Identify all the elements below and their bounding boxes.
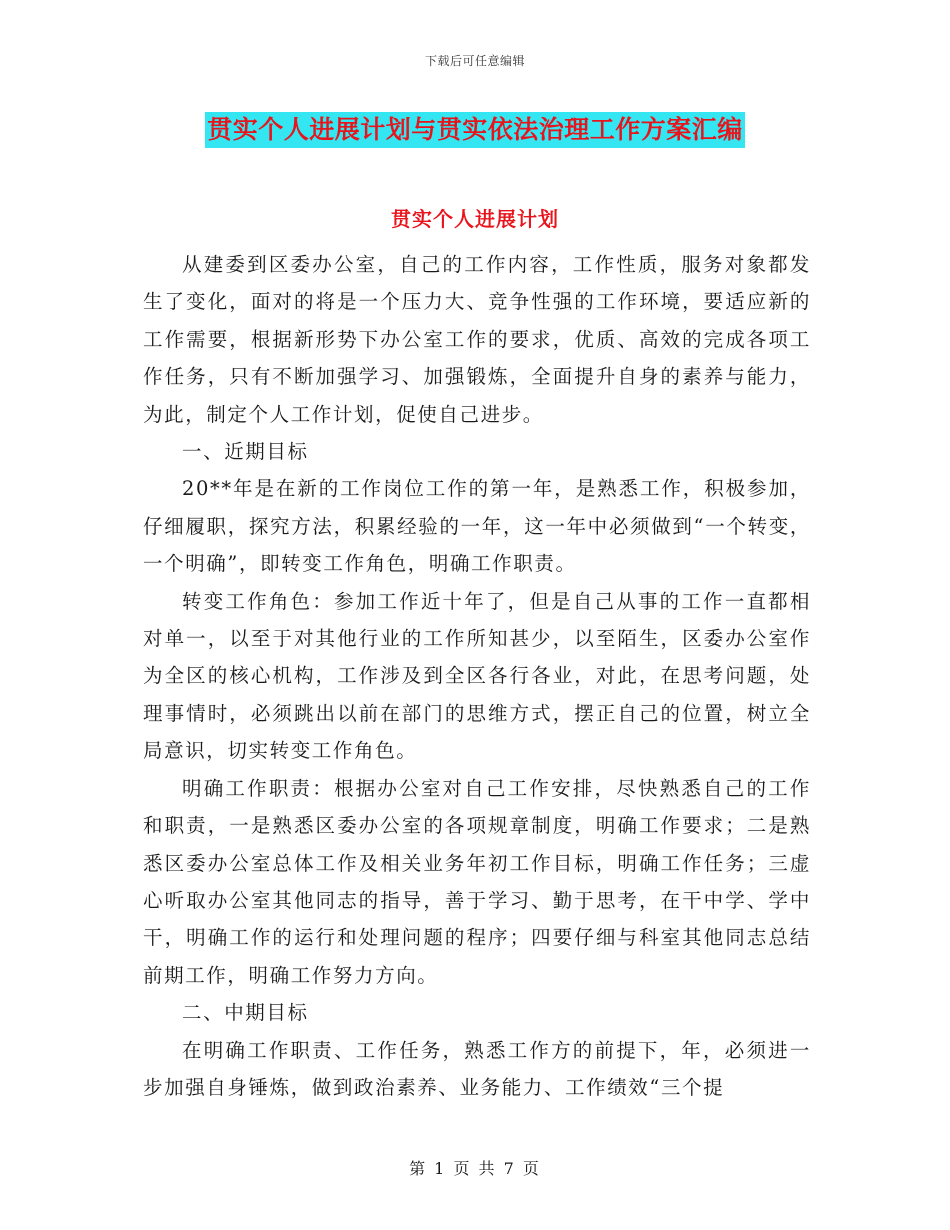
document-title-container	[0, 112, 950, 148]
section-title: 贯实个人进展计划	[391, 207, 559, 231]
paragraph: 明确工作职责：根据办公室对自己工作安排，尽快熟悉自己的工作和职责，一是熟悉区委办公室的各项规章制度，明确工作要求；二是熟悉区委办公室总体工作及相关业务年初工作目标，明确工作任务；三虚心听取办公室其他同志的指导，善于学习、勤于思考，在干中学、学中干，明确工作的运行和处理问题的程序；四要仔细与科室其他同志总结前期工作，明确工作努力方向。	[143, 776, 811, 987]
document-body	[143, 246, 811, 1106]
paragraph: 在明确工作职责、工作任务，熟悉工作方的前提下，年，必须进一步加强自身锤炼，做到政治素养、业务能力、工作绩效“三个提	[143, 1038, 811, 1099]
header-note: 下载后可任意编辑	[424, 54, 525, 68]
paragraph: 一、近期目标	[182, 440, 309, 464]
paragraph: 20**年是在新的工作岗位工作的第一年，是熟悉工作，积极参加，仔细履职，探究方法，积累经验的一年，这一年中必须做到“一个转变，一个明确”，即转变工作角色，明确工作职责。	[143, 477, 811, 576]
paragraph: 转变工作角色：参加工作近十年了，但是自己从事的工作一直都相对单一，以至于对其他行业的工作所知甚少，以至陌生，区委办公室作为全区的核心机构，工作涉及到全区各行各业，对此，在思考问题，处理事情时，必须跳出以前在部门的思维方式，摆正自己的位置，树立全局意识，切实转变工作角色。	[143, 589, 811, 763]
paragraph: 从建委到区委办公室，自己的工作内容，工作性质，服务对象都发生了变化，面对的将是一个压力大、竞争性强的工作环境，要适应新的工作需要，根据新形势下办公室工作的要求，优质、高效的完成各项工作任务，只有不断加强学习、加强锻炼，全面提升自身的素养与能力，为此，制定个人工作计划，促使自己进步。	[143, 253, 811, 426]
paragraph: 二、中期目标	[182, 1001, 309, 1025]
document-title: 贯实个人进展计划与贯实依法治理工作方案汇编	[205, 112, 745, 148]
page-footer: 第 1 页 共 7 页	[409, 1159, 541, 1178]
